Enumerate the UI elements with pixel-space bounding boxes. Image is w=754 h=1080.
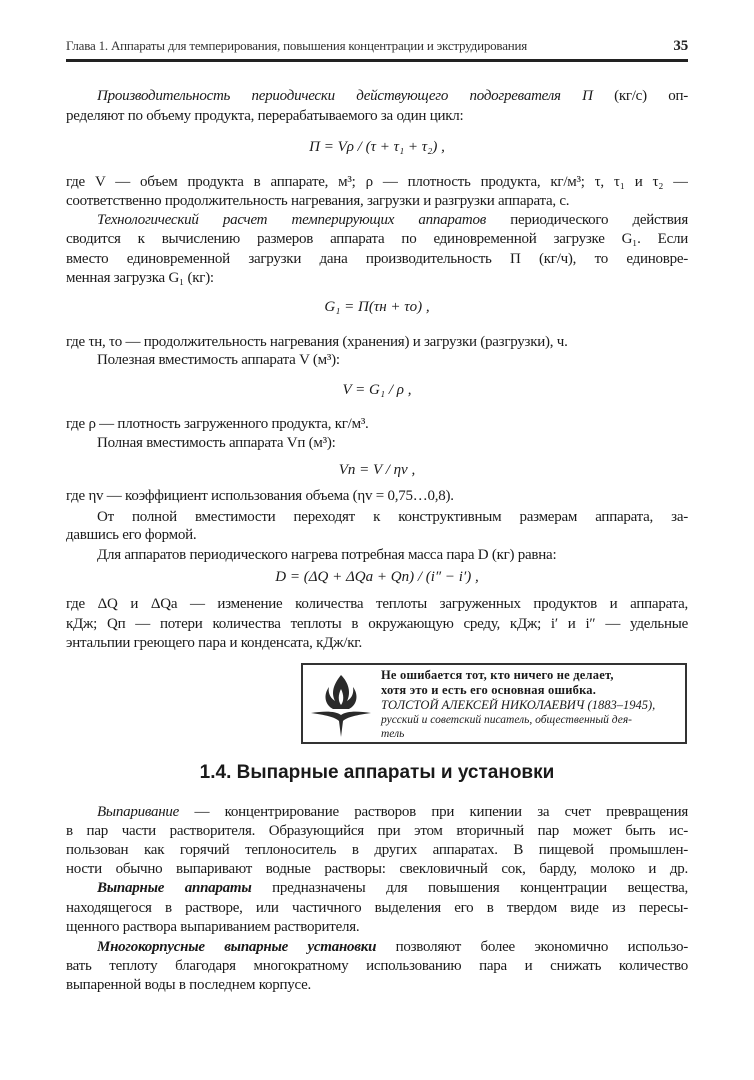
- text-run: Полезная вместимость аппарата V (м³):: [97, 352, 340, 368]
- text-line: [97, 937, 688, 957]
- text-run: щенного раствора выпариванием растворителя.: [66, 919, 360, 935]
- formula: П = Vρ / (τ + τ₁ + τ₂) ,: [309, 139, 445, 155]
- text-line: [97, 210, 688, 230]
- text-run: От полной вместимости переходят к конструктивным размерам аппарата, за-: [97, 509, 688, 525]
- text-run: вместо единовременной загрузки дана производительность П (кг/ч), то единовре-: [66, 251, 688, 267]
- text-run: где τн, τо — продолжительность нагревания (хранения) и загрузки (разгрузки), ч.: [66, 334, 568, 350]
- text-line: [66, 525, 688, 545]
- flame-icon: [311, 671, 371, 739]
- text-run: соответственно продолжительность нагревания, загрузки и разгрузки аппарата, с.: [66, 193, 570, 209]
- section-heading: 1.4. Выпарные аппараты и установки: [199, 762, 555, 783]
- text-line: [97, 86, 688, 106]
- chapter-title: Глава 1. Аппараты для темперирования, повышения концентрации и экструдирования: [66, 38, 528, 53]
- quote-author: ТОЛСТОЙ АЛЕКСЕЙ НИКОЛАЕВИЧ (1883–1945),: [381, 698, 656, 712]
- text-line: [97, 350, 688, 370]
- formula: D = (ΔQ + ΔQа + Qп) / (i″ − i′) ,: [275, 569, 479, 585]
- text-line: [66, 332, 688, 352]
- text-line: [97, 802, 688, 822]
- text-run: пользован как горячий теплоноситель в других аппаратах. В пищевой промышлен-: [66, 842, 688, 858]
- text-run: в пар части растворителя. Образующийся при этом вторичный пар может быть ис-: [66, 823, 688, 839]
- text-run: где ηv — коэффициент использования объема (ηv = 0,75…0,8).: [66, 488, 454, 504]
- text-line: [66, 229, 688, 249]
- text-line: [66, 191, 688, 211]
- text-run: — концентрирование растворов при кипении за счет превращения: [179, 804, 688, 820]
- text-run: Для аппаратов периодического нагрева потребная масса пара D (кг) равна:: [97, 547, 557, 563]
- formula: V = G₁ / ρ ,: [342, 382, 412, 398]
- text-line: [97, 545, 688, 565]
- text-run: ределяют по объему продукта, перерабатываемого за один цикл:: [66, 108, 464, 124]
- text-run: предназначены для повышения концентрации вещества,: [251, 880, 688, 896]
- text-line: [66, 859, 688, 879]
- text-line: [66, 249, 688, 269]
- emphasized-term: Выпарные аппараты: [97, 880, 252, 896]
- text-run: Полная вместимость аппарата Vп (м³):: [97, 435, 336, 451]
- text-run: периодического действия: [485, 212, 688, 228]
- text-line: [66, 917, 688, 937]
- text-line: [97, 878, 688, 898]
- text-run: выпаренной воды в последнем корпусе.: [66, 977, 312, 993]
- text-run: менная загрузка G₁ (кг):: [66, 270, 214, 286]
- quote-line: хотя это и есть его основная ошибка.: [381, 683, 597, 697]
- quote-text: [381, 668, 614, 698]
- page-number: 35: [673, 38, 688, 54]
- text-line: [97, 507, 688, 527]
- text-run: энтальпии греющего пара и конденсата, кДж/кг.: [66, 635, 362, 651]
- text-line: [66, 898, 688, 918]
- text-run: ности обычно выпаривают водные растворы: свекловичный сок, барду, молоко и др.: [66, 861, 688, 877]
- text-run: позволяют более экономично использо-: [376, 939, 688, 955]
- header-rule: [66, 59, 688, 62]
- text-line: [66, 268, 688, 288]
- quote-author-desc: тель: [381, 728, 405, 740]
- text-run: находящегося в растворе, или частичного выделения его в твердом виде из пересы-: [66, 900, 688, 916]
- text-line: [66, 633, 688, 653]
- text-line: [66, 106, 688, 126]
- emphasized-term: Производительность периодически действующего подогревателя П: [97, 88, 593, 104]
- running-header: [66, 38, 688, 54]
- text-run: (кг/с) оп-: [592, 88, 688, 104]
- text-line: [66, 840, 688, 860]
- emphasized-term: Выпаривание: [97, 804, 180, 820]
- text-line: [66, 172, 688, 192]
- text-line: [66, 594, 688, 614]
- text-run: сводится к вычислению размеров аппарата по единовременной загрузке G₁. Если: [66, 231, 688, 247]
- text-run: кДж; Qп — потери количества теплоты в окружающую среду, кДж; i′ и i″ — удельные: [66, 616, 688, 632]
- text-line: [66, 975, 688, 995]
- quote-line: Не ошибается тот, кто ничего не делает,: [381, 668, 614, 682]
- text-line: [66, 956, 688, 976]
- text-line: [66, 821, 688, 841]
- quote-box: [301, 663, 687, 744]
- emphasized-term: Многокорпусные выпарные установки: [97, 939, 377, 955]
- formula: Vп = V / ηv ,: [338, 462, 416, 478]
- text-run: где V — объем продукта в аппарате, м³; ρ — плотность продукта, кг/м³; τ, τ₁ и τ₂ —: [66, 174, 688, 190]
- formula: G₁ = П(τн + τо) ,: [324, 299, 430, 315]
- quote-author-desc: русский и советский писатель, общественный дея-: [381, 714, 633, 726]
- text-line: [66, 414, 688, 434]
- text-line: [66, 614, 688, 634]
- emphasized-term: Технологический расчет темперирующих аппаратов: [97, 212, 486, 228]
- text-line: [66, 486, 688, 506]
- text-line: [97, 433, 688, 453]
- text-run: где ΔQ и ΔQа — изменение количества теплоты загруженных продуктов и аппарата,: [66, 596, 688, 612]
- text-run: вать теплоту благодаря многократному использованию пара и снижать количество: [66, 958, 688, 974]
- text-run: где ρ — плотность загруженного продукта, кг/м³.: [66, 416, 369, 432]
- text-run: давшись его формой.: [66, 527, 197, 543]
